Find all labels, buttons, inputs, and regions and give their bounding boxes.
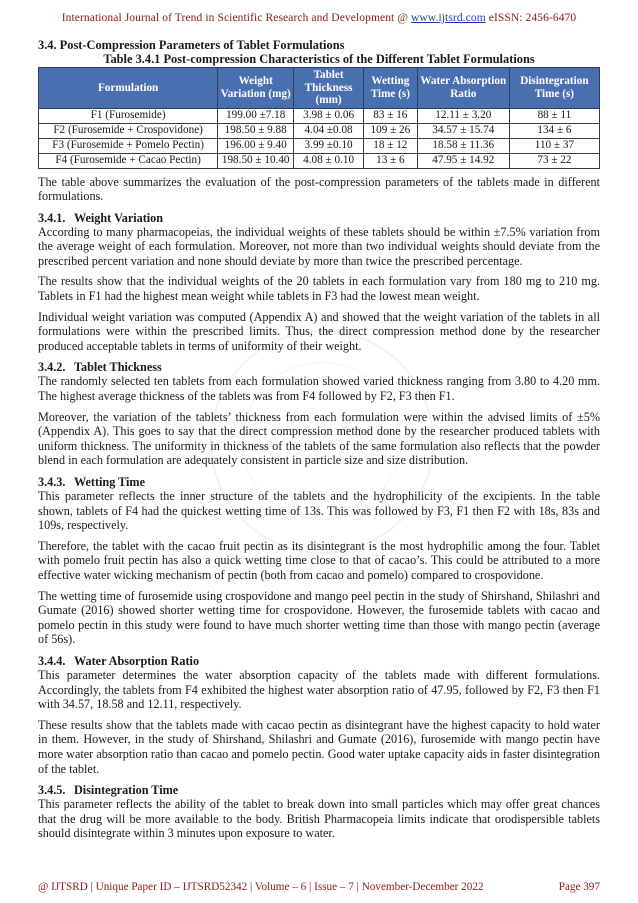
journal-name: International Journal of Trend in Scientific Research and Development @ xyxy=(61,12,411,24)
table-cell: F1 (Furosemide) xyxy=(39,108,218,123)
paragraph: This parameter reflects the inner structure of the tablets and the hydrophilicity of the excipients. In the table shown, tablets of F4 had the quickest wetting time of 13s. This was followed by F3, F1 then F2 with 18s, 83s and 109s, respectively. xyxy=(38,489,600,533)
footer-citation: @ IJTSRD | Unique Paper ID – IJTSRD52342 | Volume – 6 | Issue – 7 | November-December 2022 xyxy=(38,881,484,893)
page-content xyxy=(38,38,600,841)
table-cell: 34.57 ± 15.74 xyxy=(417,123,509,138)
table-cell: 198.50 ± 10.40 xyxy=(218,153,294,168)
results-table xyxy=(38,67,600,169)
table-cell: 199.00 ±7.18 xyxy=(218,108,294,123)
column-header: Disintegration Time (s) xyxy=(509,68,599,109)
table-cell: F2 (Furosemide + Crospovidone) xyxy=(39,123,218,138)
table-cell: 196.00 ± 9.40 xyxy=(218,138,294,153)
table-cell: 18.58 ± 11.36 xyxy=(417,138,509,153)
column-header: Formulation xyxy=(39,68,218,109)
paragraph: The randomly selected ten tablets from each formulation showed varied thickness ranging from 3.80 to 4.20 mm. The highest average thickness of the tablets was from F4 followed by F2, F3 then F1. xyxy=(38,374,600,404)
table-cell: 88 ± 11 xyxy=(509,108,599,123)
table-cell: 3.98 ± 0.06 xyxy=(294,108,364,123)
subsection-title: Water Absorption Ratio xyxy=(74,653,200,668)
subsection-heading-water-absorption-ratio xyxy=(38,654,600,668)
subsection-number: 3.4.2. xyxy=(38,360,66,375)
subsection-number: 3.4.3. xyxy=(38,475,66,489)
paragraph: Moreover, the variation of the tablets’ thickness from each formulation were within the advised limits of ±5% (Appendix A). This goes to say that the direct compression method done by the researcher produced tablets with uniform thickness. The uniformity in thickness of the tablets of the same formulation also reflects that the powder blend in each formulation are adequately consistent in particle size and size distribution. xyxy=(38,409,600,468)
column-header: Wetting Time (s) xyxy=(364,68,418,109)
subsection-title: Disintegration Time xyxy=(74,783,179,798)
table-caption: Table 3.4.1 Post-compression Characteristics of the Different Tablet Formulations xyxy=(103,52,535,66)
issn: eISSN: 2456-6470 xyxy=(485,12,577,24)
page-number: Page 397 xyxy=(558,881,600,893)
table-cell: 3.99 ±0.10 xyxy=(294,138,364,153)
intro-paragraph: The table above summarizes the evaluation of the post-compression parameters of the tablets made in different formulations. xyxy=(38,174,600,204)
table-cell: 18 ± 12 xyxy=(364,138,418,153)
subsection-number: 3.4.5. xyxy=(38,783,66,798)
column-header: Weight Variation (mg) xyxy=(218,68,294,109)
table-cell: F3 (Furosemide + Pomelo Pectin) xyxy=(39,138,218,153)
table-cell: 198.50 ± 9.88 xyxy=(218,123,294,138)
paragraph: This parameter determines the water absorption capacity of the tablets made with different formulations. Accordingly, the tablets from F4 exhibited the highest water absorption ratio of 47.95, followed by F2, F3 then F1 with 34.57, 18.58 and 12.11, respectively. xyxy=(38,667,600,712)
subsection-number: 3.4.1. xyxy=(38,210,66,225)
table-row xyxy=(39,138,600,153)
subsection-heading-disintegration-time xyxy=(38,783,600,797)
subsection-title: Tablet Thickness xyxy=(74,360,162,375)
table-cell: 110 ± 37 xyxy=(509,138,599,153)
paragraph: Therefore, the tablet with the cacao fruit pectin as its disintegrant is the most hydrophilic among the four. Tablet with pomelo fruit pectin has also a quick wetting time close to that of cacao’s. This could be attributed to a more effective water wicking mechanism of pectin (both from cacao and pomelo) compared to crospovidone. xyxy=(38,538,600,582)
table-row xyxy=(39,123,600,138)
paragraph: These results show that the tablets made with cacao pectin as disintegrant have the highest capacity to hold water in them. However, in the study of Shirshand, Shilashri and Gumate (2016), furosemide with mango pectin have more water absorption ratio than cacao and pomelo pectin. Good water uptake capacity aids in faster disintegration of the tablet. xyxy=(38,717,600,776)
section-heading: 3.4. Post-Compression Parameters of Tablet Formulations xyxy=(38,38,345,52)
subsection-heading-weight-variation xyxy=(38,211,600,225)
running-header xyxy=(0,12,638,24)
table-cell: F4 (Furosemide + Cacao Pectin) xyxy=(39,153,218,168)
table-header-row xyxy=(39,68,600,109)
paragraph: The wetting time of furosemide using crospovidone and mango peel pectin in the study of Shirshand, Shilashri and Gumate (2016) showed shorter wetting time for crospovidone. However, the furosemide tablets with cacao and pomelo pectin in this study were found to have much shorter wetting time than those with mango pectin (average of 56s). xyxy=(38,588,600,647)
journal-url-link[interactable]: www.ijtsrd.com xyxy=(411,12,486,24)
subsection-number: 3.4.4. xyxy=(38,653,66,668)
table-cell: 4.04 ±0.08 xyxy=(294,123,364,138)
paragraph: Individual weight variation was computed (Appendix A) and showed that the weight variation of the tablets in all formulations were within the prescribed limits. Thus, the direct compression method done by the researcher produced acceptable tablets in terms of uniformity of their weight. xyxy=(38,309,600,353)
table-cell: 13 ± 6 xyxy=(364,153,418,168)
subsection-title: Weight Variation xyxy=(74,210,164,225)
table-row xyxy=(39,108,600,123)
table-cell: 47.95 ± 14.92 xyxy=(417,153,509,168)
table-cell: 134 ± 6 xyxy=(509,123,599,138)
subsection-title: Wetting Time xyxy=(74,475,145,489)
table-cell: 4.08 ± 0.10 xyxy=(294,153,364,168)
running-footer xyxy=(38,881,600,893)
table-cell: 12.11 ± 3.20 xyxy=(417,108,509,123)
subsection-heading-tablet-thickness xyxy=(38,360,600,374)
table-cell: 83 ± 16 xyxy=(364,108,418,123)
paragraph: According to many pharmacopeias, the individual weights of these tablets should be within ±7.5% variation from the average weight of each formulation. Moreover, not more than two individual weights should deviate from the prescribed percent variation and none should deviate by more than twice the prescribed percentage. xyxy=(38,224,600,268)
table-cell: 73 ± 22 xyxy=(509,153,599,168)
column-header: Water Absorption Ratio xyxy=(417,68,509,109)
column-header: Tablet Thickness (mm) xyxy=(294,68,364,109)
subsection-heading-wetting-time xyxy=(38,475,600,489)
paragraph: This parameter reflects the ability of the tablet to break down into small particles which may offer great chances that the drug will be more available to the body. British Pharmacopeia limits indicate that orodispersible tablets should disintegrate within 3 minutes upon exposure to water. xyxy=(38,797,600,841)
paragraph: The results show that the individual weights of the 20 tablets in each formulation vary from 180 mg to 210 mg. Tablets in F1 had the highest mean weight while tablets in F3 had the lowest mean weight. xyxy=(38,274,600,304)
table-cell: 109 ± 26 xyxy=(364,123,418,138)
table-row xyxy=(39,153,600,168)
